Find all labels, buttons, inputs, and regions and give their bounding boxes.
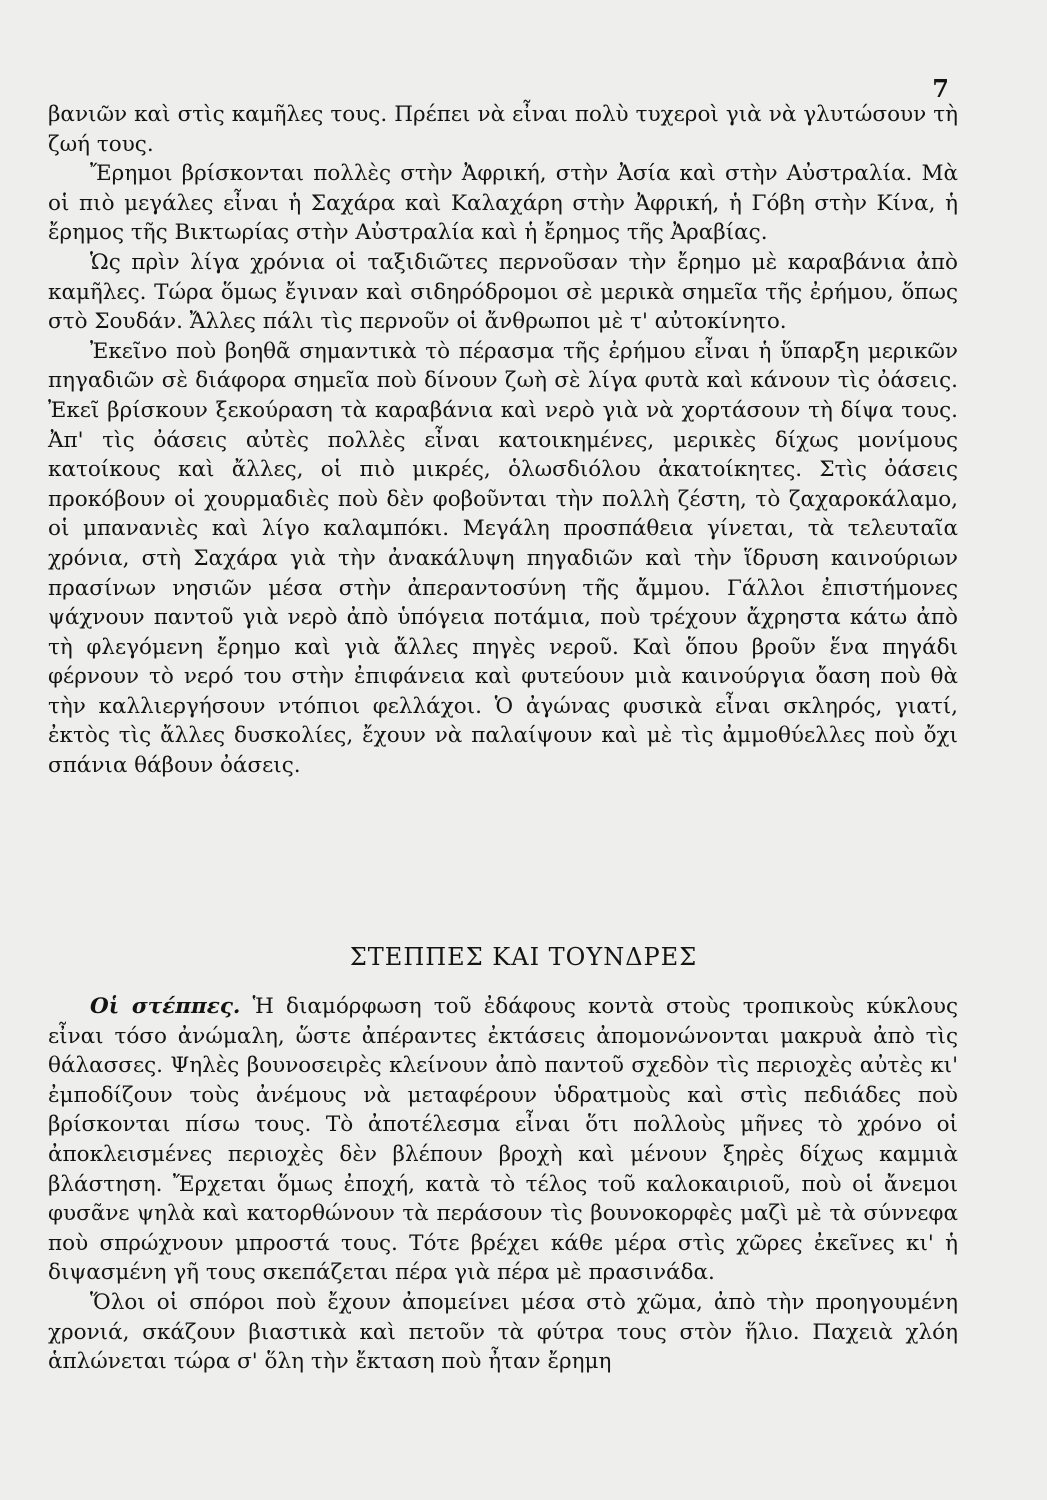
paragraph-steppes-intro — [48, 992, 958, 1288]
paragraph-steppes-text: Ἡ διαμόρφωση τοῦ ἐδάφους κοντὰ στοὺς τροπικοὺς κύκλους εἶναι τόσο ἀνώμαλη, ὥστε ἀπέραντες ἐκτάσεις ἀπομονώνονται μακρυὰ ἀπὸ τὶς θάλασσες. Ψηλὲς βουνοσειρὲς κλείνουν ἀπὸ παντοῦ σχεδὸν τὶς περιοχὲς αὐτὲς κι' ἐμποδίζουν τοὺς ἀνέμους νὰ μεταφέρουν ὑδρατμοὺς καὶ στὶς πεδιάδες ποὺ βρίσκονται πίσω τους. Τὸ ἀποτέλεσμα εἶναι ὅτι πολλοὺς μῆνες τὸ χρόνο οἱ ἀποκλεισμένες περιοχὲς δὲν βλέπουν βροχὴ καὶ μένουν ξηρὲς δίχως καμμιὰ βλάστηση. Ἔρχεται ὅμως ἐποχή, κατὰ τὸ τέλος τοῦ καλοκαιριοῦ, ποὺ οἱ ἄνεμοι φυσᾶνε ψηλὰ καὶ κατορθώνουν τὰ περάσουν τὶς βουνοκορφὲς μαζὶ μὲ τὰ σύννεφα ποὺ σπρώχνουν μπροστά τους. Τότε βρέχει κάθε μέρα στὶς χῶρες ἐκεῖνες κι' ἡ διψασμένη γῆ τους σκεπάζεται πέρα γιὰ πέρα μὲ πρασινάδα. — [48, 994, 958, 1286]
paragraph-deserts-list: Ἔρημοι βρίσκονται πολλὲς στὴν Ἀφρική, στὴν Ἀσία καὶ στὴν Αὐστραλία. Μὰ οἱ πιὸ μεγάλες εἶναι ἡ Σαχάρα καὶ Καλαχάρη στὴν Ἀφρική, ἡ Γόβη στὴν Κίνα, ἡ ἔρημος τῆς Βικτωρίας στὴν Αὐστραλία καὶ ἡ ἔρημος τῆς Ἀραβίας. — [48, 161, 958, 246]
paragraph-continuation: βανιῶν καὶ στὶς καμῆλες τους. Πρέπει νὰ εἶναι πολὺ τυχεροὶ γιὰ νὰ γλυτώσουν τὴ ζωή τους. — [48, 102, 958, 157]
page-number: 7 — [932, 74, 949, 103]
desert-section — [48, 100, 958, 781]
run-in-heading: Οἱ στέππες. — [90, 994, 241, 1019]
steppes-section — [48, 992, 958, 1377]
paragraph-oases: Ἐκεῖνο ποὺ βοηθᾶ σημαντικὰ τὸ πέρασμα τῆς ἐρήμου εἶναι ἡ ὕπαρξη μερικῶν πηγαδιῶν σὲ διάφορα σημεῖα ποὺ δίνουν ζωὴ σὲ λίγα φυτὰ καὶ κάνουν τὶς ὀάσεις. Ἐκεῖ βρίσκουν ξεκούραση τὰ καραβάνια καὶ νερὸ γιὰ νὰ χορτάσουν τὴ δίψα τους. Ἀπ' τὶς ὀάσεις αὐτὲς πολλὲς εἶναι κατοικημένες, μερικὲς δίχως μονίμους κατοίκους καὶ ἄλλες, οἱ πιὸ μικρές, ὁλωσδιόλου ἀκατοίκητες. Στὶς ὀάσεις προκόβουν οἱ χουρμαδιὲς ποὺ δὲν φοβοῦνται τὴν πολλὴ ζέστη, τὸ ζαχαροκάλαμο, οἱ μπανανιὲς καὶ λίγο καλαμπόκι. Μεγάλη προσπάθεια γίνεται, τὰ τελευταῖα χρόνια, στὴ Σαχάρα γιὰ τὴν ἀνακάλυψη πηγαδιῶν καὶ τὴν ἵδρυση καινούριων πρασίνων νησιῶν μέσα στὴν ἀπεραντοσύνη τῆς ἄμμου. Γάλλοι ἐπιστήμονες ψάχνουν παντοῦ γιὰ νερὸ ἀπὸ ὑπόγεια ποτάμια, ποὺ τρέχουν ἄχρηστα κάτω ἀπὸ τὴ φλεγόμενη ἔρημο καὶ γιὰ ἄλλες πηγὲς νεροῦ. Καὶ ὅπου βροῦν ἕνα πηγάδι φέρνουν τὸ νερό του στὴν ἐπιφάνεια καὶ φυτεύουν μιὰ καινούργια ὄαση ποὺ θὰ τὴν καλλιεργήσουν ντόπιοι φελλάχοι. Ὁ ἀγώνας φυσικὰ εἶναι σκληρός, γιατί, ἐκτὸς τὶς ἄλλες δυσκολίες, ἔχουν νὰ παλαίψουν καὶ μὲ τὶς ἀμμοθύελλες ποὺ ὄχι σπάνια θάβουν ὀάσεις. — [48, 338, 958, 779]
paragraph-seeds: Ὅλοι οἱ σπόροι ποὺ ἔχουν ἀπομείνει μέσα στὸ χῶμα, ἀπὸ τὴν προηγουμένη χρονιά, σκάζουν βιαστικὰ καὶ πετοῦν τὰ φύτρα τους στὸν ἥλιο. Παχειὰ χλόη ἁπλώνεται τώρα σ' ὅλη τὴν ἔκταση ποὺ ἦταν ἔρημη — [48, 1289, 958, 1375]
section-heading: ΣΤΕΠΠΕΣ ΚΑΙ ΤΟΥΝΔΡΕΣ — [349, 943, 698, 971]
paragraph-crossing-desert: Ὡς πρὶν λίγα χρόνια οἱ ταξιδιῶτες περνοῦσαν τὴν ἔρημο μὲ καραβάνια ἀπὸ καμῆλες. Τώρα ὅμως ἔγιναν καὶ σιδηρόδρομοι σὲ μερικὰ σημεῖα τῆς ἐρήμου, ὅπως στὸ Σουδάν. Ἄλλες πάλι τὶς περνοῦν οἱ ἄνθρωποι μὲ τ' αὐτοκίνητο. — [48, 249, 958, 335]
